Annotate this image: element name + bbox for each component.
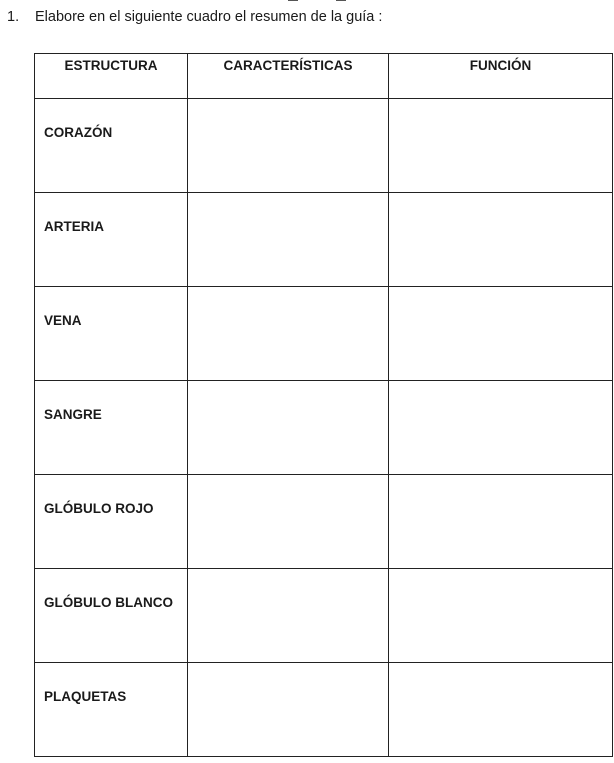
- table-row: [35, 287, 613, 381]
- instruction-text: Elabore en el siguiente cuadro el resumen de la guía :: [35, 9, 383, 25]
- header-structure: ESTRUCTURA: [35, 54, 188, 99]
- top-underline-mark-right: [336, 0, 346, 1]
- characteristics-cell[interactable]: [188, 287, 389, 381]
- table-row: [35, 475, 613, 569]
- top-underline-mark-left: [288, 0, 298, 1]
- table-row: [35, 99, 613, 193]
- structure-cell: GLÓBULO ROJO: [35, 475, 188, 569]
- table-row: [35, 381, 613, 475]
- characteristics-cell[interactable]: [188, 475, 389, 569]
- function-cell[interactable]: [389, 569, 613, 663]
- structure-cell: GLÓBULO BLANCO: [35, 569, 188, 663]
- instruction-number: 1.: [7, 9, 20, 25]
- characteristics-cell[interactable]: [188, 569, 389, 663]
- function-cell[interactable]: [389, 381, 613, 475]
- structure-cell: VENA: [35, 287, 188, 381]
- function-cell[interactable]: [389, 663, 613, 757]
- table-header-row: [35, 54, 613, 99]
- table-row: [35, 569, 613, 663]
- characteristics-cell[interactable]: [188, 663, 389, 757]
- structure-cell: SANGRE: [35, 381, 188, 475]
- characteristics-cell[interactable]: [188, 193, 389, 287]
- function-cell[interactable]: [389, 475, 613, 569]
- header-function: FUNCIÓN: [389, 54, 613, 99]
- summary-table: [34, 53, 613, 757]
- header-characteristics: CARACTERÍSTICAS: [188, 54, 389, 99]
- structure-cell: PLAQUETAS: [35, 663, 188, 757]
- structure-cell: ARTERIA: [35, 193, 188, 287]
- function-cell[interactable]: [389, 193, 613, 287]
- function-cell[interactable]: [389, 287, 613, 381]
- instruction-line: [7, 7, 382, 27]
- table-row: [35, 663, 613, 757]
- characteristics-cell[interactable]: [188, 99, 389, 193]
- table-row: [35, 193, 613, 287]
- function-cell[interactable]: [389, 99, 613, 193]
- structure-cell: CORAZÓN: [35, 99, 188, 193]
- characteristics-cell[interactable]: [188, 381, 389, 475]
